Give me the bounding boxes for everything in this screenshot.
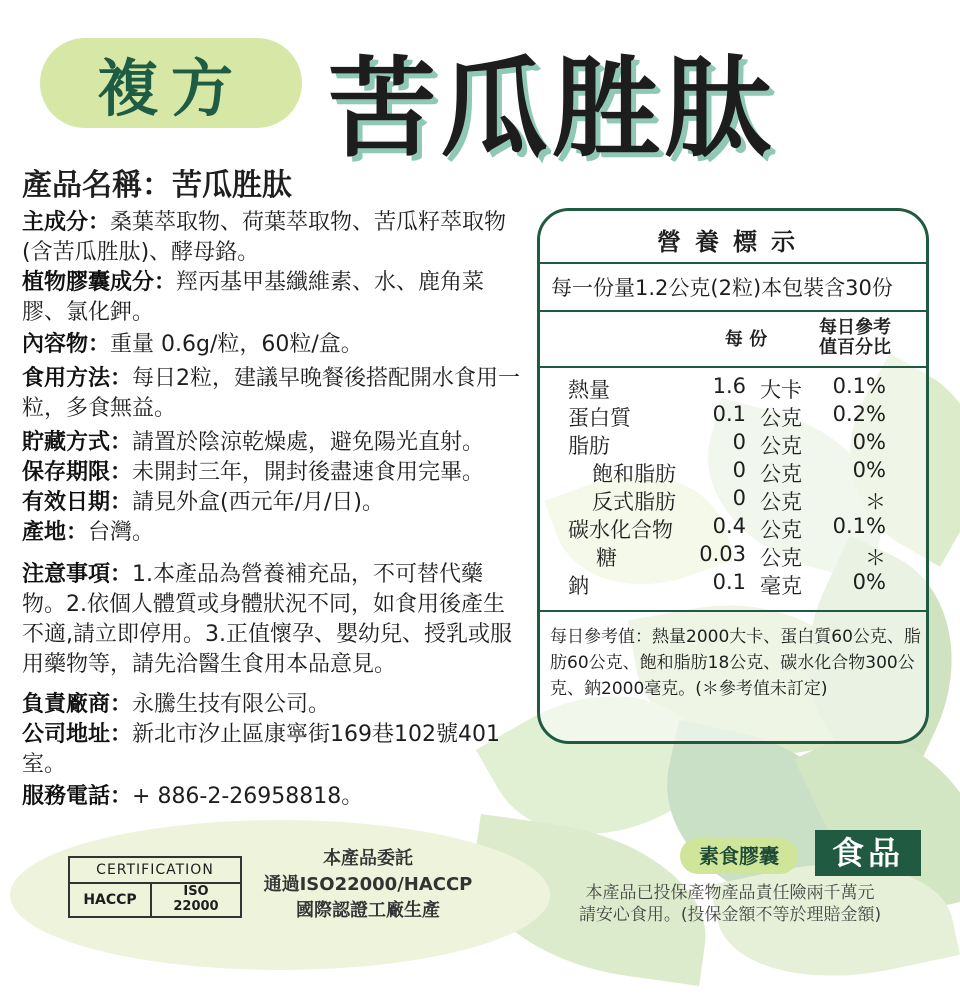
info-manufacturer: [22, 690, 522, 720]
info-expiry: [22, 488, 522, 518]
info-text: 桑葉萃取物、荷葉萃取物、苦瓜籽萃取物(含苦瓜胜肽)、酵母鉻。: [22, 210, 507, 265]
page-title: 苦瓜胜肽: [328, 47, 777, 172]
info-address: [22, 720, 522, 780]
nutrition-row: [540, 514, 926, 542]
info-ingredients: [22, 208, 522, 268]
daily-reference-note: 每日參考值：熱量2000大卡、蛋白質60公克、脂肪60公克、飽和脂肪18公克、碳水化合物300公克、鈉2000毫克。(＊參考值未訂定): [550, 627, 921, 699]
info-text: 台灣。: [88, 520, 155, 545]
info-text: 請見外盒(西元年/月/日)。: [132, 490, 385, 515]
haccp-line2: 通過ISO22000/HACCP: [263, 874, 473, 895]
info-content: [22, 330, 522, 360]
col-daily-value: 每日參考值百分比: [819, 317, 891, 358]
nutrient-percent: 0%: [852, 570, 886, 594]
nutrient-value: 0: [732, 486, 746, 510]
info-label: 負責廠商：: [22, 692, 133, 717]
info-text: 羥丙基甲基纖維素、水、鹿角菜膠、氯化鉀。: [22, 270, 485, 325]
nutrient-name: 熱量: [568, 378, 610, 402]
nutrient-percent: 0.1%: [832, 514, 886, 538]
insurance-line2: 請安心食用。(投保金額不等於理賠金額): [578, 905, 882, 925]
insurance-line1: 本產品已投保產物產品責任險兩千萬元: [585, 883, 875, 903]
info-label: 注意事項：: [22, 562, 133, 587]
info-shelf-life: [22, 458, 522, 488]
info-text: 重量 0.6g/粒，60粒/盒。: [110, 332, 363, 357]
divider: [540, 610, 926, 612]
nutrition-row: [540, 570, 926, 598]
nutrient-name: 飽和脂肪: [592, 462, 676, 486]
vegetarian-capsule-badge: 素食膠囊: [680, 838, 798, 874]
certification-box: [68, 856, 242, 918]
info-label: 主成分：: [22, 210, 111, 235]
cert-iso: [152, 884, 240, 914]
nutrient-value: 0.4: [712, 514, 746, 538]
info-text: 1.本產品為營養補充品，不可替代藥物。2.依個人體質或身體狀況不同，如食用後產生不適,請立即停用。3.正值懷孕、嬰幼兒、授乳或服用藥物等，請先洽醫生食用本品意見。: [22, 562, 512, 677]
product-name: 產品名稱：苦瓜胜肽: [22, 168, 292, 203]
haccp-line3: 國際認證工廠生產: [296, 900, 440, 921]
info-usage: [22, 364, 522, 424]
nutrient-unit: 公克: [760, 518, 802, 542]
info-capsule: [22, 268, 522, 328]
nutrient-percent: 0%: [852, 458, 886, 482]
nutrient-percent: 0%: [852, 430, 886, 454]
info-label: 產地：: [22, 520, 89, 545]
info-text: 請置於陰涼乾燥處，避免陽光直射。: [132, 430, 485, 455]
nutrient-unit: 公克: [760, 434, 802, 458]
nutrient-name: 碳水化合物: [568, 518, 673, 542]
info-label: 植物膠囊成分：: [22, 270, 177, 295]
nutrient-name: 脂肪: [568, 434, 610, 458]
cert-iso-line2: 22000: [173, 899, 219, 914]
info-label: 內容物：: [22, 332, 111, 357]
nutrition-title: 營養標示: [657, 228, 809, 256]
col-per-serving: 每 份: [724, 329, 768, 350]
nutrient-value: 0: [732, 430, 746, 454]
nutrient-unit: 公克: [760, 546, 802, 570]
nutrient-unit: 公克: [760, 490, 802, 514]
info-storage: [22, 428, 522, 458]
nutrition-row: [540, 458, 926, 486]
nutrient-value: 1.6: [712, 374, 746, 398]
nutrient-percent: ＊: [865, 546, 886, 570]
info-origin: [22, 518, 522, 548]
nutrient-name: 反式脂肪: [592, 490, 676, 514]
nutrient-unit: 毫克: [760, 574, 802, 598]
nutrient-name: 鈉: [568, 574, 589, 598]
info-notice: [22, 560, 522, 680]
nutrient-value: 0.1: [712, 402, 746, 426]
nutrition-row: [540, 430, 926, 458]
haccp-line1: 本產品委託: [323, 848, 413, 869]
nutrient-value: 0: [732, 458, 746, 482]
nutrient-name: 蛋白質: [568, 406, 631, 430]
info-label: 有效日期：: [22, 490, 133, 515]
cert-iso-line1: ISO: [183, 884, 209, 899]
info-text: + 886-2-26958818。: [132, 784, 364, 809]
info-label: 食用方法：: [22, 366, 133, 391]
cert-haccp: HACCP: [70, 884, 152, 916]
info-label: 服務電話：: [22, 784, 133, 809]
info-label: 保存期限：: [22, 460, 133, 485]
nutrient-unit: 公克: [760, 406, 802, 430]
nutrient-unit: 大卡: [760, 378, 802, 402]
nutrient-percent: 0.2%: [832, 402, 886, 426]
info-label: 貯藏方式：: [22, 430, 133, 455]
nutrient-value: 0.1: [712, 570, 746, 594]
nutrition-row: [540, 374, 926, 402]
badge-text: 複方: [96, 51, 245, 125]
nutrient-percent: ＊: [865, 490, 886, 514]
info-text: 未開封三年，開封後盡速食用完畢。: [132, 460, 485, 485]
info-label: 公司地址：: [22, 722, 133, 747]
haccp-statement: [250, 846, 486, 924]
info-text: 每日2粒，建議早晚餐後搭配開水食用一粒，多食無益。: [22, 366, 521, 421]
food-badge: 食品: [815, 830, 921, 876]
nutrition-row: [540, 542, 926, 570]
nutrition-row: [540, 402, 926, 430]
nutrition-row: [540, 486, 926, 514]
insurance-note: [530, 882, 930, 926]
info-text: 永騰生技有限公司。: [132, 692, 331, 717]
cert-title: CERTIFICATION: [70, 858, 240, 884]
nutrient-value: 0.03: [699, 542, 746, 566]
serving-size: 每一份量1.2公克(2粒)本包裝含30份: [551, 276, 893, 300]
nutrient-unit: 公克: [760, 462, 802, 486]
nutrient-name: 糖: [596, 546, 617, 570]
nutrient-percent: 0.1%: [832, 374, 886, 398]
divider: [540, 262, 926, 264]
divider: [540, 366, 926, 368]
info-phone: [22, 782, 522, 812]
info-text: 新北市汐止區康寧街169巷102號401室。: [22, 722, 500, 777]
divider: [540, 310, 926, 312]
